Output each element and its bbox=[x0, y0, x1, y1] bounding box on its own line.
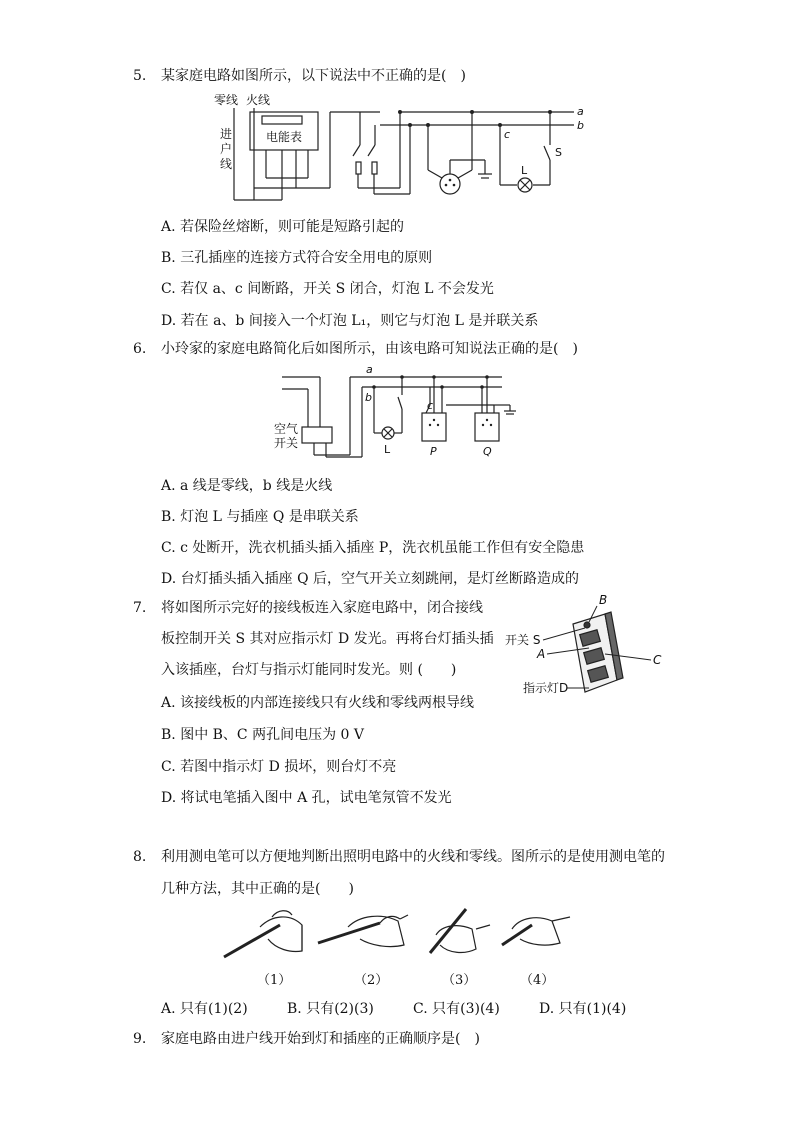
test-pen-method-3 bbox=[430, 909, 490, 953]
q6-option-a: A. a 线是零线，b 线是火线 bbox=[161, 478, 333, 494]
q6-option-c: C. c 处断开，洗衣机插头插入插座 P，洗衣机虽能工作但有安全隐患 bbox=[161, 540, 585, 556]
label-D: 指示灯D bbox=[523, 681, 569, 695]
q8-option-c: C. 只有(3)(4) bbox=[413, 1001, 500, 1017]
q5-number: 5. bbox=[133, 68, 147, 84]
q8-stem-line-2: 几种方法，其中正确的是( ) bbox=[161, 881, 354, 897]
label-a: a bbox=[577, 105, 584, 118]
q6-option-b: B. 灯泡 L 与插座 Q 是串联关系 bbox=[161, 509, 359, 525]
meter-label: 电能表 bbox=[266, 130, 303, 144]
q7-stem-line-1: 将如图所示完好的接线板连入家庭电路中，闭合接线 bbox=[161, 600, 483, 616]
q8-option-b: B. 只有(2)(3) bbox=[287, 1001, 374, 1017]
q7-stem-line-2: 板控制开关 S 其对应指示灯 D 发光。再将台灯插头插 bbox=[161, 631, 494, 647]
q9-number: 9. bbox=[133, 1031, 147, 1047]
label-Q: Q bbox=[483, 445, 492, 458]
q7-number: 7. bbox=[133, 600, 147, 616]
q5-option-b: B. 三孔插座的连接方式符合安全用电的原则 bbox=[161, 250, 433, 266]
q7-option-b: B. 图中 B、C 两孔间电压为 0 V bbox=[161, 727, 365, 743]
q9-stem: 家庭电路由进户线开始到灯和插座的正确顺序是( ) bbox=[161, 1031, 480, 1047]
q8-figure-label-1: （1） bbox=[257, 973, 292, 988]
q7-option-a: A. 该接线板的内部连接线只有火线和零线两根导线 bbox=[161, 695, 475, 711]
breaker-label-2: 开关 bbox=[274, 436, 299, 450]
label-a: a bbox=[366, 363, 373, 376]
label-L: L bbox=[521, 164, 528, 177]
q8-option-d: D. 只有(1)(4) bbox=[539, 1001, 627, 1017]
neutral-label: 零线 bbox=[214, 93, 239, 107]
label-c: c bbox=[504, 128, 511, 141]
test-pen-method-1 bbox=[224, 911, 302, 957]
label-P: P bbox=[430, 445, 437, 458]
label-b: b bbox=[365, 391, 372, 404]
q7-option-c: C. 若图中指示灯 D 损坏，则台灯不亮 bbox=[161, 759, 397, 775]
q8-number: 8. bbox=[133, 849, 147, 865]
test-pen-method-4 bbox=[502, 917, 570, 945]
label-switch: 开关 S bbox=[505, 633, 541, 647]
q7-stem-line-3: 入该插座，台灯与指示灯能同时发光。则 ( ) bbox=[161, 662, 457, 678]
q8-stem-line-1: 利用测电笔可以方便地判断出照明电路中的火线和零线。图所示的是使用测电笔的 bbox=[161, 849, 665, 865]
q7-option-d: D. 将试电笔插入图中 A 孔，试电笔氖管不发光 bbox=[161, 790, 452, 806]
q5-option-d: D. 若在 a、b 间接入一个灯泡 L₁，则它与灯泡 L 是并联关系 bbox=[161, 313, 539, 329]
inlet-label-2: 户 bbox=[220, 142, 233, 156]
label-A: A bbox=[537, 647, 546, 661]
live-label: 火线 bbox=[246, 93, 271, 107]
q8-figure-label-2: （2） bbox=[354, 973, 389, 988]
q6-option-d: D. 台灯插头插入插座 Q 后，空气开关立刻跳闸，是灯丝断路造成的 bbox=[161, 571, 580, 587]
q6-number: 6. bbox=[133, 341, 147, 357]
label-L: L bbox=[384, 443, 391, 456]
label-B: B bbox=[599, 593, 608, 607]
q5-option-a: A. 若保险丝熔断，则可能是短路引起的 bbox=[161, 219, 405, 235]
inlet-label-1: 进 bbox=[220, 127, 233, 141]
q5-option-c: C. 若仅 a、c 间断路，开关 S 闭合，灯泡 L 不会发光 bbox=[161, 281, 494, 297]
q5-circuit-diagram bbox=[210, 90, 590, 205]
label-S: S bbox=[555, 146, 562, 159]
q8-figure-label-4: （4） bbox=[520, 973, 555, 988]
q6-stem: 小玲家的家庭电路简化后如图所示，由该电路可知说法正确的是( ) bbox=[161, 341, 578, 357]
q6-circuit-diagram bbox=[270, 365, 530, 465]
q8-figure-label-3: （3） bbox=[442, 973, 477, 988]
inlet-label-3: 线 bbox=[220, 157, 233, 171]
label-c: c bbox=[427, 399, 434, 412]
test-pen-method-2 bbox=[318, 915, 408, 947]
q7-power-strip-figure bbox=[505, 592, 665, 707]
breaker-label-1: 空气 bbox=[274, 422, 299, 436]
label-b: b bbox=[577, 119, 584, 132]
q8-option-a: A. 只有(1)(2) bbox=[161, 1001, 248, 1017]
label-C: C bbox=[653, 653, 662, 667]
q5-stem: 某家庭电路如图所示，以下说法中不正确的是( ) bbox=[161, 68, 466, 84]
